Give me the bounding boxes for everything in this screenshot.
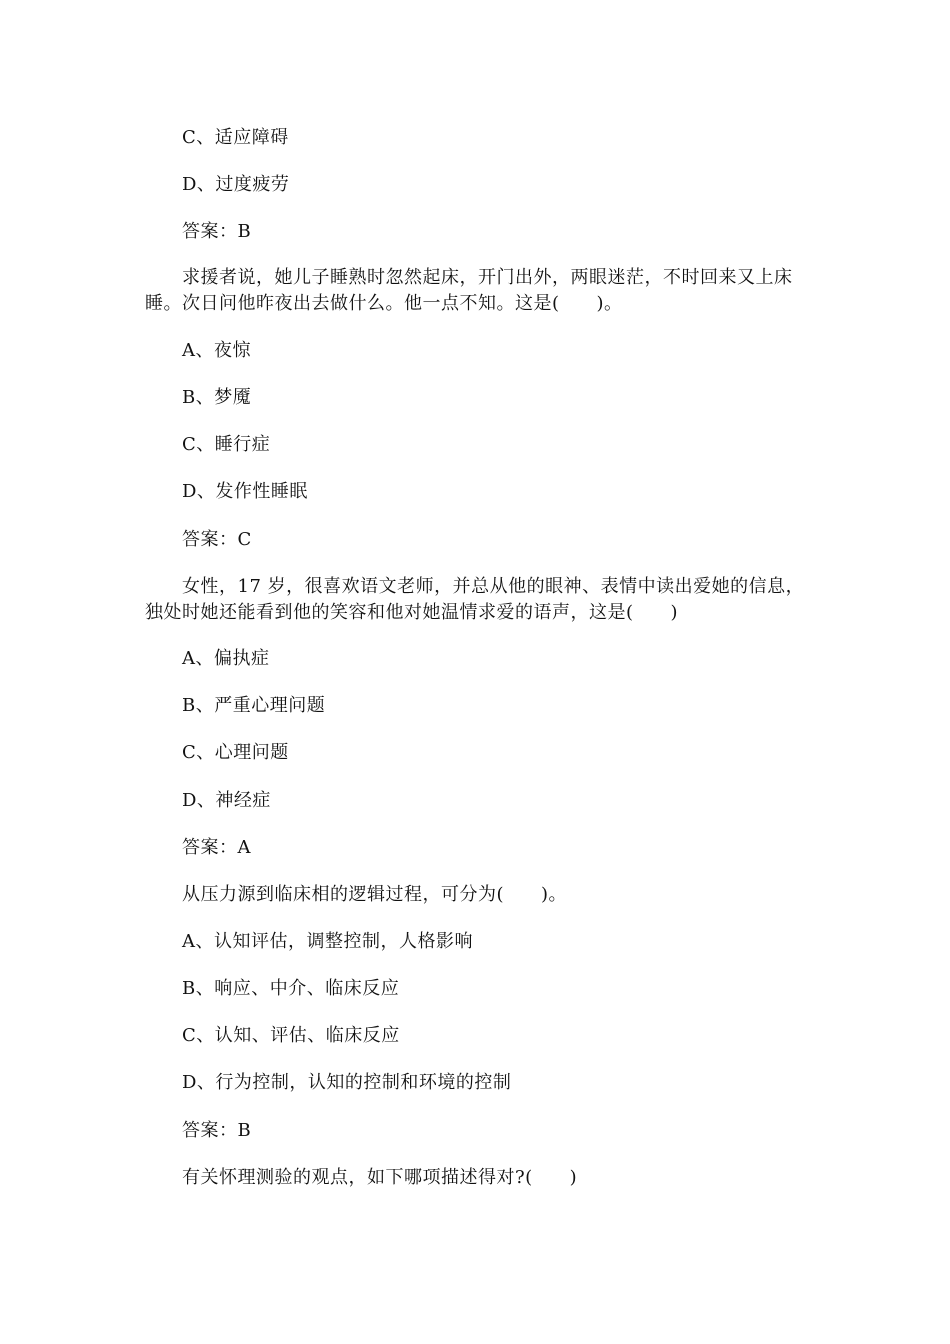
option-text: A、认知评估，调整控制，人格影响 <box>182 931 473 952</box>
option-text: C、认知、评估、临床反应 <box>182 1025 400 1046</box>
question-text: 求援者说，她儿子睡熟时忽然起床，开门出外，两眼迷茫，不时回来又上床睡。次日问他昨夜出去做什么。他一点不知。这是( )。 <box>145 267 793 314</box>
option-text: C、心理问题 <box>182 742 289 763</box>
option-text: C、睡行症 <box>182 434 271 455</box>
option-text: B、响应、中介、临床反应 <box>182 978 400 999</box>
answer-text: 答案：B <box>182 221 252 242</box>
answer-text: 答案：B <box>182 1120 252 1141</box>
question-text: 女性，17 岁，很喜欢语文老师，并总从他的眼神、表情中读出爱她的信息，独处时她还能看到他的笑容和他对她温情求爱的语声，这是( ) <box>145 576 805 623</box>
option-text: B、梦魇 <box>182 387 252 408</box>
question-text: 从压力源到临床相的逻辑过程，可分为( )。 <box>182 884 568 905</box>
option-text: D、过度疲劳 <box>182 174 290 195</box>
option-text: D、发作性睡眠 <box>182 481 308 502</box>
option-text: A、偏执症 <box>182 648 270 669</box>
option-text: B、严重心理问题 <box>182 695 326 716</box>
option-text: A、夜惊 <box>182 340 251 361</box>
answer-text: 答案：A <box>182 837 251 858</box>
answer-text: 答案：C <box>182 529 252 550</box>
option-text: C、适应障碍 <box>182 127 289 148</box>
question-text: 有关怀理测验的观点，如下哪项描述得对?( ) <box>182 1167 578 1188</box>
option-text: D、行为控制，认知的控制和环境的控制 <box>182 1072 512 1093</box>
option-text: D、神经症 <box>182 790 271 811</box>
